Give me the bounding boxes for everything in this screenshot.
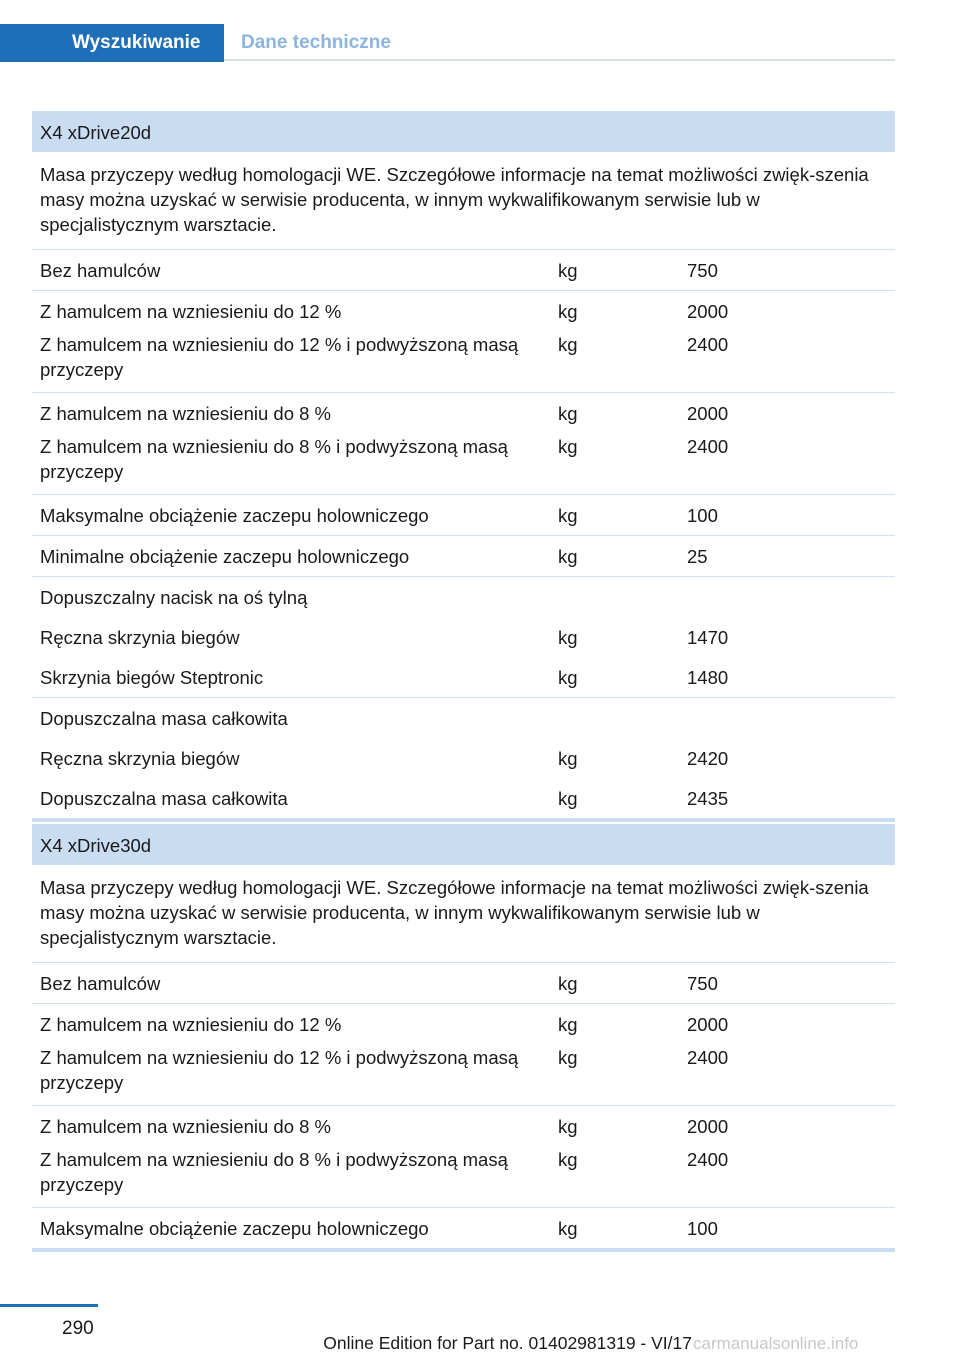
table-row: [32, 393, 895, 434]
row-value: [679, 577, 895, 618]
row-value: 2000: [687, 403, 729, 424]
row-label: Z hamulcem na wzniesieniu do 8 % i podwyższoną masą przyczepy: [32, 1146, 550, 1208]
row-value: 2400: [679, 1146, 895, 1208]
table-description-row: [32, 865, 895, 963]
row-label: Minimalne obciążenie zaczepu holowniczego: [32, 536, 550, 577]
row-value: 2435: [679, 778, 895, 820]
row-unit: kg: [550, 778, 679, 820]
table-row: [32, 778, 895, 820]
table-title-row: [32, 824, 895, 865]
row-label: Z hamulcem na wzniesieniu do 8 %: [40, 1116, 332, 1137]
table-description: Masa przyczepy według homologacji WE. Szczegółowe informacje na temat możliwości zwięk-szenia masy można uzyskać w serwisie producenta, w innym wykwalifikowanym serwisie lub w specjalistycznym warsztacie.: [32, 865, 895, 963]
table-description-row: [32, 152, 895, 250]
table-row: [32, 577, 895, 618]
row-label: Z hamulcem na wzniesieniu do 8 %: [40, 403, 332, 424]
row-unit: kg: [558, 301, 578, 322]
row-value: 2000: [687, 301, 729, 322]
row-label: Dopuszczalna masa całkowita: [32, 778, 550, 820]
row-value: 2400: [679, 331, 895, 393]
spec-table-xdrive30d: [32, 824, 895, 1252]
row-unit: kg: [550, 657, 679, 698]
row-value: 2400: [679, 1044, 895, 1106]
table-title: X4 xDrive20d: [32, 111, 895, 152]
footer-accent-rule: [0, 1304, 98, 1307]
row-label: Dopuszczalny nacisk na oś tylną: [40, 587, 308, 608]
table-row: [32, 963, 895, 1004]
row-unit: kg: [550, 1044, 679, 1106]
table-row: [32, 657, 895, 698]
table-row: [32, 617, 895, 657]
row-unit: kg: [558, 748, 578, 769]
edition-note: Online Edition for Part no. 01402981319 - VI/17: [323, 1333, 692, 1353]
table-row: [32, 738, 895, 778]
table-row: [32, 1208, 895, 1251]
row-unit: kg: [550, 1208, 679, 1251]
row-unit: kg: [550, 963, 679, 1004]
table-row: [32, 1044, 895, 1106]
row-unit: kg: [550, 250, 679, 291]
page-header: [0, 0, 960, 64]
tab-wyszukiwanie[interactable]: Wyszukiwanie: [0, 24, 224, 62]
row-value: 100: [679, 495, 895, 536]
table-row: [32, 250, 895, 291]
row-label: Dopuszczalna masa całkowita: [40, 708, 288, 729]
row-unit: kg: [558, 403, 578, 424]
table-title: X4 xDrive30d: [32, 824, 895, 865]
row-unit: kg: [558, 627, 578, 648]
table-row: [32, 698, 895, 739]
spec-table-xdrive20d: [32, 111, 895, 822]
row-label: Bez hamulców: [32, 250, 550, 291]
table-row: [32, 433, 895, 495]
page-number: 290: [62, 1318, 94, 1339]
row-value: 100: [679, 1208, 895, 1251]
row-value: [679, 698, 895, 739]
table-row: [32, 331, 895, 393]
row-label: Z hamulcem na wzniesieniu do 12 %: [40, 1014, 342, 1035]
row-unit: kg: [550, 495, 679, 536]
table-title-row: [32, 111, 895, 152]
row-unit: kg: [558, 1014, 578, 1035]
table-description: Masa przyczepy według homologacji WE. Szczegółowe informacje na temat możliwości zwięk-szenia masy można uzyskać w serwisie producenta, w innym wykwalifikowanym serwisie lub w specjalistycznym warsztacie.: [32, 152, 895, 250]
row-unit: [550, 698, 679, 739]
table-row: [32, 1004, 895, 1045]
row-value: 1480: [679, 657, 895, 698]
row-unit: kg: [550, 331, 679, 393]
header-divider: [224, 59, 895, 61]
row-unit: kg: [550, 433, 679, 495]
table-row: [32, 1146, 895, 1208]
row-value: 2000: [687, 1014, 729, 1035]
row-label: Maksymalne obciążenie zaczepu holowniczego: [32, 1208, 550, 1251]
row-unit: kg: [558, 1116, 578, 1137]
row-label: Z hamulcem na wzniesieniu do 12 %: [40, 301, 342, 322]
row-label: Maksymalne obciążenie zaczepu holowniczego: [32, 495, 550, 536]
row-value: 25: [679, 536, 895, 577]
row-value: 750: [679, 250, 895, 291]
row-label: Skrzynia biegów Steptronic: [32, 657, 550, 698]
table-row: [32, 291, 895, 332]
row-value: 2000: [687, 1116, 729, 1137]
row-value: 2420: [687, 748, 729, 769]
tab-dane-techniczne[interactable]: Dane techniczne: [241, 32, 391, 53]
row-label: Z hamulcem na wzniesieniu do 8 % i podwyższoną masą przyczepy: [32, 433, 550, 495]
row-label: Ręczna skrzynia biegów: [40, 748, 240, 769]
row-label: Bez hamulców: [32, 963, 550, 1004]
row-label: Z hamulcem na wzniesieniu do 12 % i podwyższoną masą przyczepy: [32, 1044, 550, 1106]
table-row: [32, 536, 895, 577]
row-value: 2400: [679, 433, 895, 495]
row-label: Z hamulcem na wzniesieniu do 12 % i podwyższoną masą przyczepy: [32, 331, 550, 393]
watermark-text: carmanualsonline.info: [693, 1334, 859, 1353]
row-unit: kg: [550, 1146, 679, 1208]
table-row: [32, 495, 895, 536]
table-row: [32, 1106, 895, 1147]
row-value: 750: [679, 963, 895, 1004]
row-unit: [550, 577, 679, 618]
row-unit: kg: [550, 536, 679, 577]
row-value: 1470: [687, 627, 729, 648]
row-label: Ręczna skrzynia biegów: [40, 627, 240, 648]
